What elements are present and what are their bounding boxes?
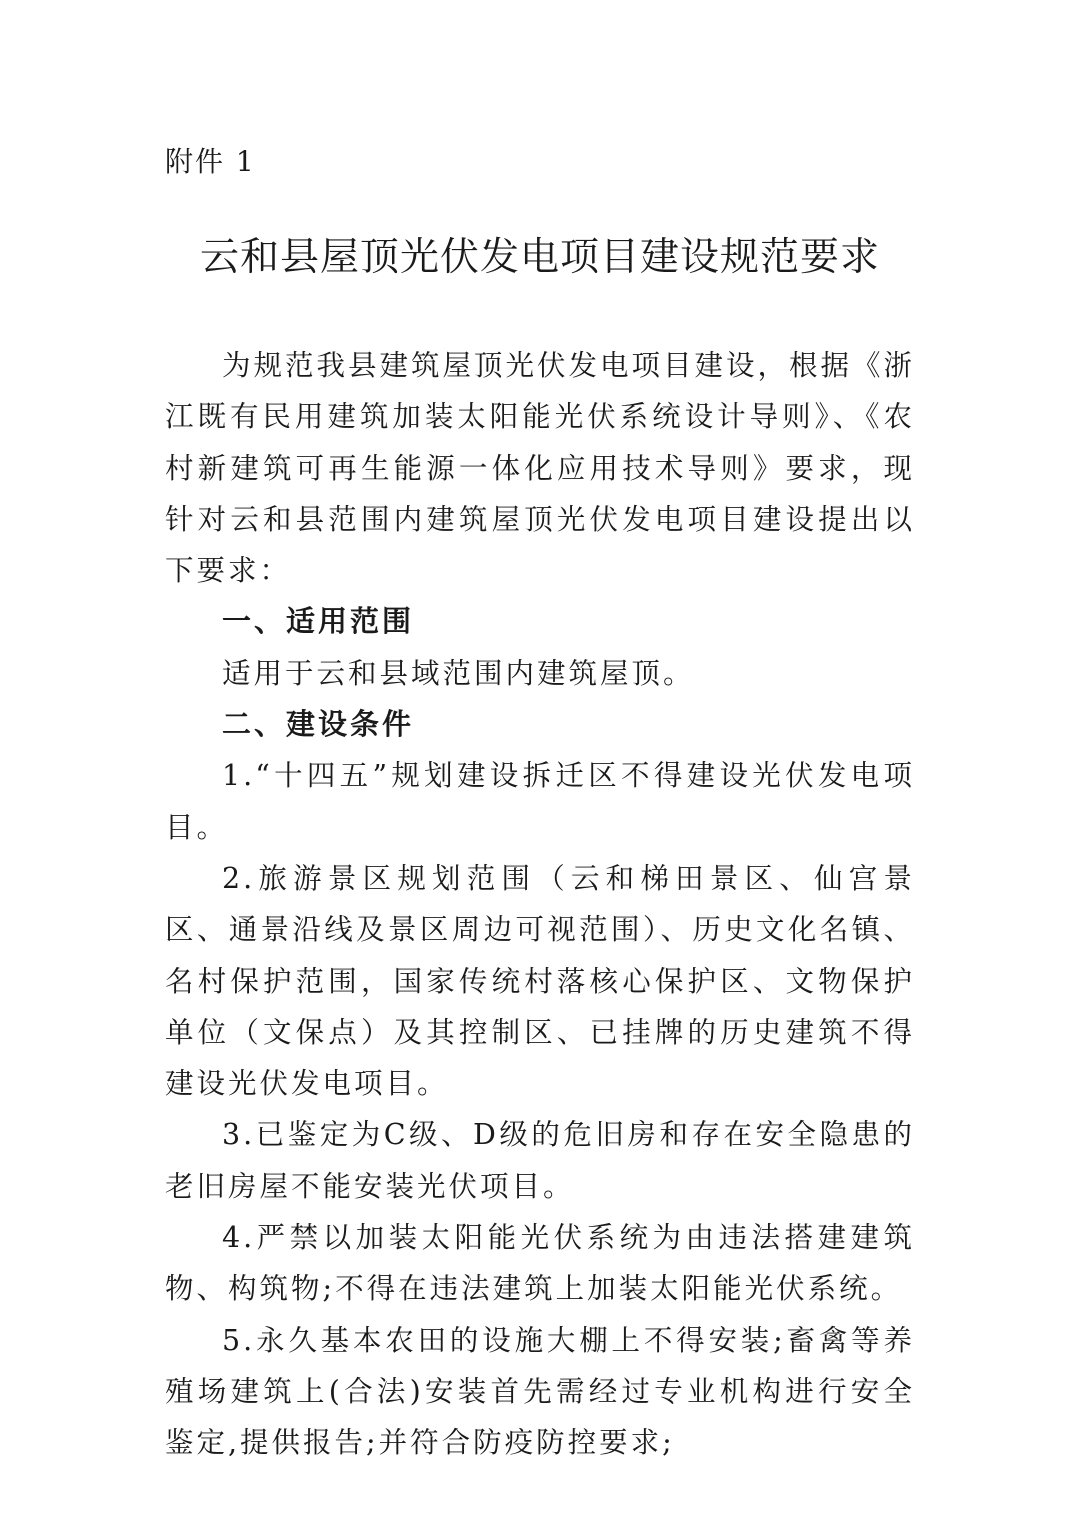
condition-item-2: 2.旅游景区规划范围（云和梯田景区、仙宫景区、通景沿线及景区周边可视范围）、历史文化名镇、名村保护范围，国家传统村落核心保护区、文物保护单位（文保点）及其控制区、已挂牌的历史建筑不得建设光伏发电项目。: [165, 861, 915, 1101]
scope-paragraph: 适用于云和县域范围内建筑屋顶。: [222, 656, 695, 690]
section-heading-scope: 一、适用范围: [222, 604, 415, 639]
condition-item-4: 4.严禁以加装太阳能光伏系统为由违法搭建建筑物、构筑物;不得在违法建筑上加装太阳能光伏系统。: [165, 1221, 915, 1306]
document-body: [165, 340, 915, 1469]
condition-item-5: 5.永久基本农田的设施大棚上不得安装;畜禽等养殖场建筑上(合法)安装首先需经过专业机构进行安全鉴定,提供报告;并符合防疫防控要求;: [165, 1323, 915, 1460]
document-title: 云和县屋顶光伏发电项目建设规范要求: [199, 235, 880, 280]
attachment-label: 附件 1: [165, 145, 256, 178]
condition-item-1: 1.“十四五”规划建设拆迁区不得建设光伏发电项目。: [165, 759, 915, 844]
section-heading-conditions: 二、建设条件: [222, 707, 415, 742]
condition-item-3: 3.已鉴定为C级、D级的危旧房和存在安全隐患的老旧房屋不能安装光伏项目。: [165, 1118, 915, 1203]
intro-paragraph: 为规范我县建筑屋顶光伏发电项目建设，根据《浙江既有民用建筑加装太阳能光伏系统设计导则》、《农村新建筑可再生能源一体化应用技术导则》要求，现针对云和县范围内建筑屋顶光伏发电项目建设提出以下要求：: [165, 349, 916, 588]
